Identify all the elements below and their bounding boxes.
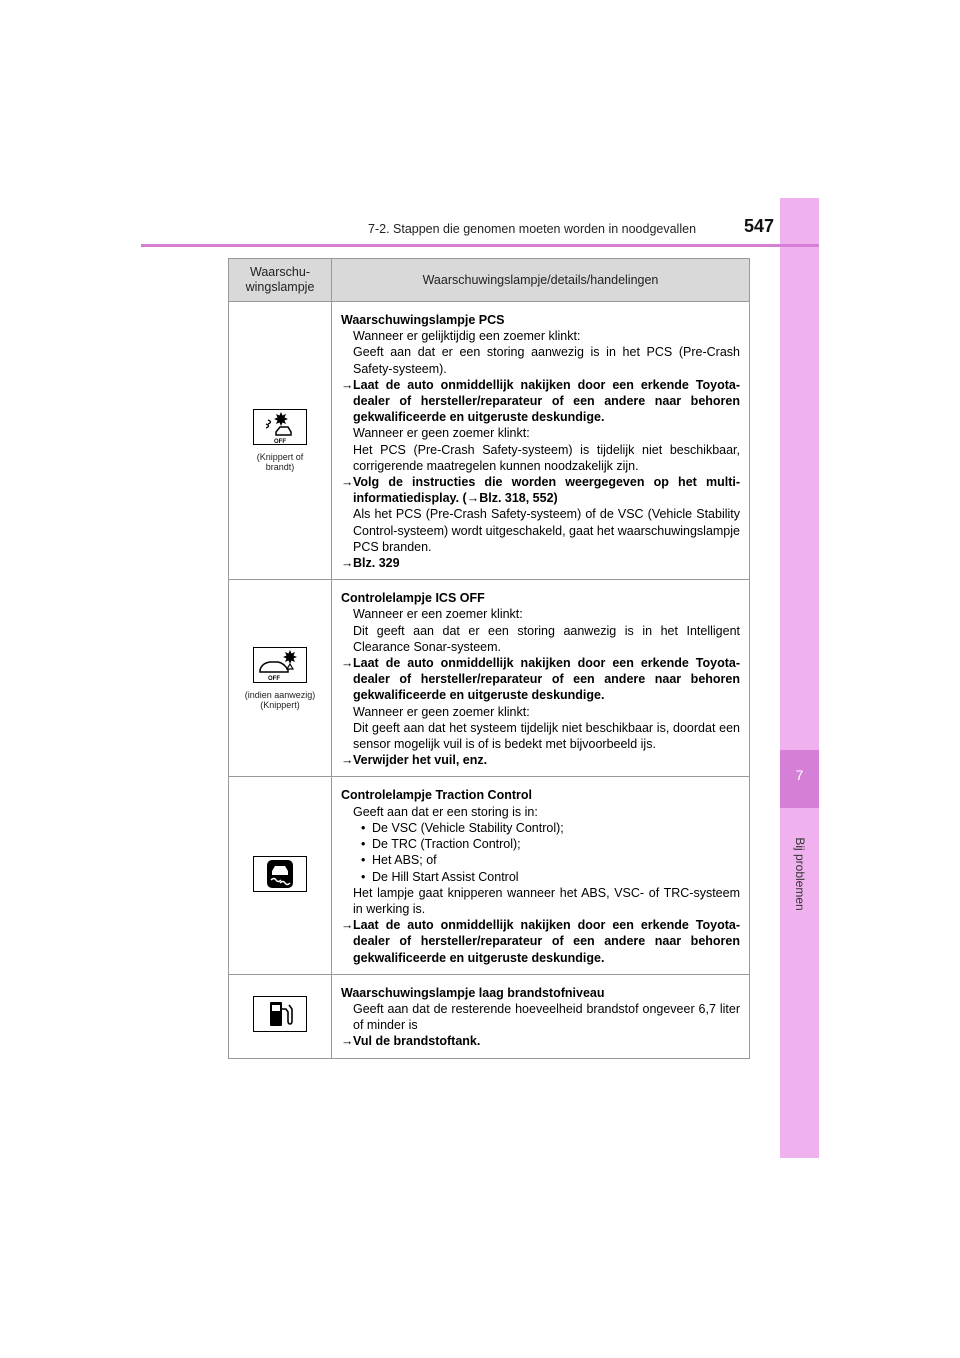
chapter-number-box [780, 750, 819, 808]
table-row [229, 302, 750, 580]
description-text: Geeft aan dat de resterende hoeveelheid brandstof ongeveer 6,7 liter of minder is [353, 1001, 740, 1033]
pcs-off-icon [253, 409, 307, 445]
chapter-title: Bij problemen [793, 837, 807, 911]
details-cell [332, 974, 750, 1058]
action-text: →Verwijder het vuil, enz. [341, 753, 488, 768]
page-number: 547 [744, 216, 775, 236]
description-text: Dit geeft aan dat er een storing aanwezig is in het Intelligent Clearance Sonar-systeem. [353, 623, 740, 654]
light-title: Waarschuwingslampje PCS [341, 313, 505, 327]
chapter-number: 7 [795, 767, 804, 783]
condition-text: Wanneer er een zoemer klinkt: [353, 607, 523, 622]
action-text: →Volg de instructies die worden weergegeven op het multi-informatiedisplay. (→Blz. 318, 552) [341, 475, 740, 506]
condition-text: Wanneer er geen zoemer klinkt: [353, 704, 530, 719]
light-title: Waarschuwingslampje laag brandstofniveau [341, 985, 605, 1000]
table-row [229, 974, 750, 1058]
list-item: • Het ABS; of [361, 853, 437, 868]
icon-caption: (indien aanwezig) (Knippert) [244, 689, 316, 710]
list-item: • De VSC (Vehicle Stability Control); [361, 820, 564, 835]
action-text: →Blz. 329 [341, 556, 400, 571]
description-text: Geeft aan dat er een storing aanwezig is in het PCS (Pre-Crash Safety-systeem). [353, 345, 740, 376]
description-text: Het PCS (Pre-Crash Safety-systeem) is tijdelijk niet beschikbaar, corrigerende maatregelen kunnen noodzakelijk zijn. [353, 442, 740, 473]
icon-cell [229, 580, 332, 777]
action-text: →Laat de auto onmiddellijk nakijken door een erkende Toyota-dealer of hersteller/reparateur of een andere naar behoren gekwalificeerde en uitgeruste deskundige. [341, 377, 740, 425]
fuel-pump-icon [253, 996, 307, 1032]
list-item: • De TRC (Traction Control); [361, 837, 521, 852]
list-item: • De Hill Start Assist Control [361, 869, 519, 884]
svg-text:OFF: OFF [274, 439, 286, 445]
chapter-title-vertical [791, 814, 809, 934]
light-title: Controlelampje Traction Control [341, 788, 532, 803]
table-header-row [229, 259, 750, 302]
warning-lights-table [228, 258, 750, 1059]
description-text: Als het PCS (Pre-Crash Safety-systeem) of de VSC (Vehicle Stability Control-systeem) wordt uitgeschakeld, gaat het waarschuwingslampje PCS branden. [353, 507, 740, 554]
action-text: →Laat de auto onmiddellijk nakijken door een erkende Toyota-dealer of hersteller/reparateur of een andere naar behoren gekwalificeerde en uitgeruste deskundige. [341, 918, 740, 965]
table-row [229, 580, 750, 777]
condition-text: Wanneer er gelijktijdig een zoemer klinkt: [353, 329, 581, 344]
svg-text:OFF: OFF [268, 675, 280, 682]
icon-cell [229, 777, 332, 974]
details-cell [332, 302, 750, 580]
icon-cell [229, 302, 332, 580]
details-cell [332, 777, 750, 974]
icon-caption: (Knippert of brandt) [256, 452, 304, 473]
header-rule [141, 244, 819, 247]
description-text: Geeft aan dat er een storing is in: [353, 804, 538, 819]
ics-off-icon [253, 647, 307, 683]
action-text: →Vul de brandstoftank. [341, 1034, 481, 1049]
icon-cell [229, 974, 332, 1058]
description-text: Het lampje gaat knipperen wanneer het ABS, VSC- of TRC-systeem in werking is. [353, 885, 740, 916]
light-title: Controlelampje ICS OFF [341, 591, 485, 606]
condition-text: Wanneer er geen zoemer klinkt: [353, 426, 530, 441]
traction-control-icon [253, 856, 307, 892]
chapter-side-tab [780, 198, 819, 1158]
details-cell [332, 580, 750, 777]
description-text: Dit geeft aan dat het systeem tijdelijk niet beschikbaar is, doordat een sensor mogelijk vuil is of is bedekt met bijvoorbeeld ijs. [353, 720, 740, 752]
column-header-light: Waarschu- wingslampje [229, 259, 332, 302]
section-title: 7-2. Stappen die genomen moeten worden in noodgevallen [368, 222, 697, 236]
column-header-details: Waarschuwingslampje/details/handelingen [332, 259, 750, 302]
action-text: →Laat de auto onmiddellijk nakijken door een erkende Toyota-dealer of hersteller/reparateur of een andere naar behoren gekwalificeerde en uitgeruste deskundige. [341, 656, 740, 703]
table-row [229, 777, 750, 974]
